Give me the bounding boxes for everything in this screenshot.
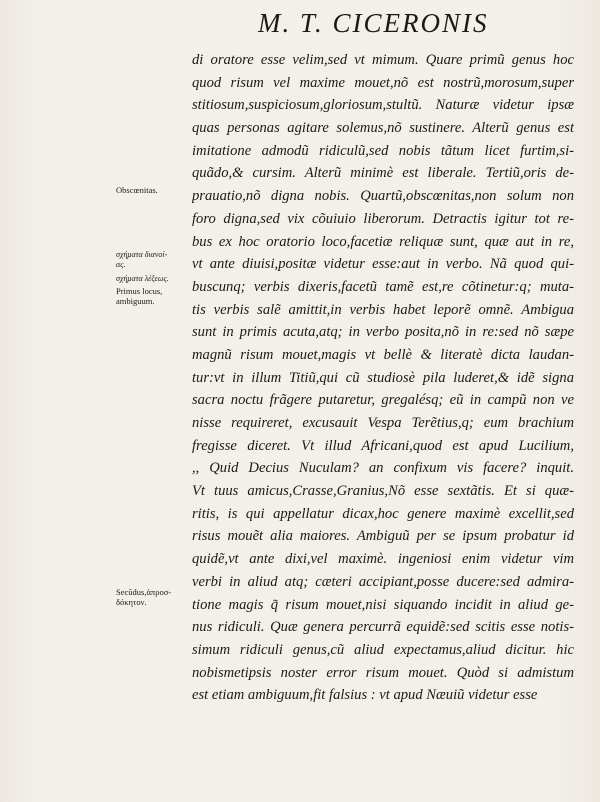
text-line: risus mouẽt alia maiores. Ambiguũ per se ipsum probatur id	[192, 528, 574, 545]
text-line: quidẽ,vt ante dixi,vel maximè. ingeniosi enim videtur vim	[192, 551, 574, 568]
text-line: sunt in primis acuta,atq; in verbo posita,nõ in re:sed nõ sæpe	[192, 324, 574, 341]
text-line: tis verbis salẽ amittit,in verbis habet leporẽ omnẽ. Ambigua	[192, 301, 574, 318]
margin-note-schemata-lexeos	[116, 274, 190, 284]
margin-note-obscenitas	[116, 185, 190, 195]
margin-note-line: Primus locus,	[116, 286, 163, 296]
text-line: tione magis q̃ risum mouet,nisi siquando incidit in aliud ge-	[192, 596, 574, 613]
text-line: magnũ risum mouet,magis vt bellè & literatè dicta laudan-	[192, 346, 574, 363]
text-line: ,, Quid Decius Nuculam? an confixum vis facere? inquit.	[192, 460, 574, 477]
text-line: fregisse diceret. Vt illud Africani,quod est apud Lucilium,	[192, 437, 574, 454]
text-line: ritis, is qui appellatur dicax,hoc genere maximè excellit,sed	[192, 505, 574, 522]
text-line: Vt tuus amicus,Crasse,Granius,Nõ esse sextãtis. Et si quæ-	[192, 483, 574, 500]
text-line: imitatione admodũ ridiculũ,sed nobis tãtum licet furtim,si-	[192, 142, 574, 159]
text-line: bus ex hoc oratorio loco,facetiæ reliquæ sunt, quæ aut in re,	[192, 233, 574, 250]
text-line: quod risum vel maxime mouet,nõ est nostrũ,morosum,super	[192, 74, 574, 91]
text-line: tur:vt in illum Titiũ,qui cũ studiosè pila luderet,& idẽ signa	[192, 369, 574, 386]
text-line: buscunq; verbis dixeris,facetũ tamẽ est,re cõtinetur:q; muta-	[192, 278, 574, 295]
text-line: quas personas agitare solemus,nõ sustinere. Alterũ genus est	[192, 120, 574, 137]
margin-note-schemata-dianoias	[116, 250, 190, 270]
margin-note-secundus	[116, 587, 190, 607]
text-line: vt ante diuisi,positæ videtur esse:aut in verbo. Nã quod qui-	[192, 256, 574, 273]
text-line: simum ridiculi genus,cũ aliud expectamus,aliud dicitur. hic	[192, 641, 574, 658]
text-line: nobismetipsis noster error risum mouet. Quòd si admistum	[192, 664, 574, 681]
margin-note-line: Secũdus,ἀπροσ-	[116, 587, 172, 597]
margin-note-line: δόκητον.	[116, 597, 147, 607]
running-head: M. T. CICERONIS	[258, 8, 489, 38]
text-line: nus ridiculi. Quæ genera percurrã equidẽ:sed scitis esse notis-	[192, 619, 574, 636]
text-line: stitiosum,suspiciosum,gloriosum,stultũ. Naturæ videtur ipsæ	[192, 97, 574, 114]
text-line: di oratore esse velim,sed vt mimum. Quare primũ genus hoc	[192, 52, 574, 68]
margin-note-line: Obscœnitas.	[116, 185, 158, 195]
text-line: quãdo,& cursim. Alterũ minimè est liberale. Tertiũ,oris de-	[192, 165, 574, 182]
margin-note-line: ας.	[116, 260, 126, 269]
main-text	[192, 49, 574, 707]
text-line: nisse requireret, excusauit Vespa Terẽtius,q; eum brachium	[192, 415, 574, 431]
text-line: prauatio,nõ digna nobis. Quartũ,obscœnitas,non solum non	[192, 188, 574, 205]
margin-note-line: σχήματα λέξεως.	[116, 274, 169, 283]
margin-note-primus-locus	[116, 286, 190, 306]
text-line: verbi in aliud atq; cæteri accipiant,posse ducere:sed admira-	[192, 573, 574, 590]
margin-note-line: σχήματα διανοί-	[116, 250, 168, 259]
text-line: est etiam ambiguum,fit falsius : vt apud Næuiũ videtur esse	[192, 687, 538, 704]
text-line: foro digna,sed vix cõuiuio liberorum. Detractis igitur tot re-	[192, 210, 574, 227]
margin-note-line: ambiguum.	[116, 296, 155, 306]
text-line: sacra noctu frãgere putaretur, gregalésq; eũ in campũ non ve	[192, 392, 574, 409]
